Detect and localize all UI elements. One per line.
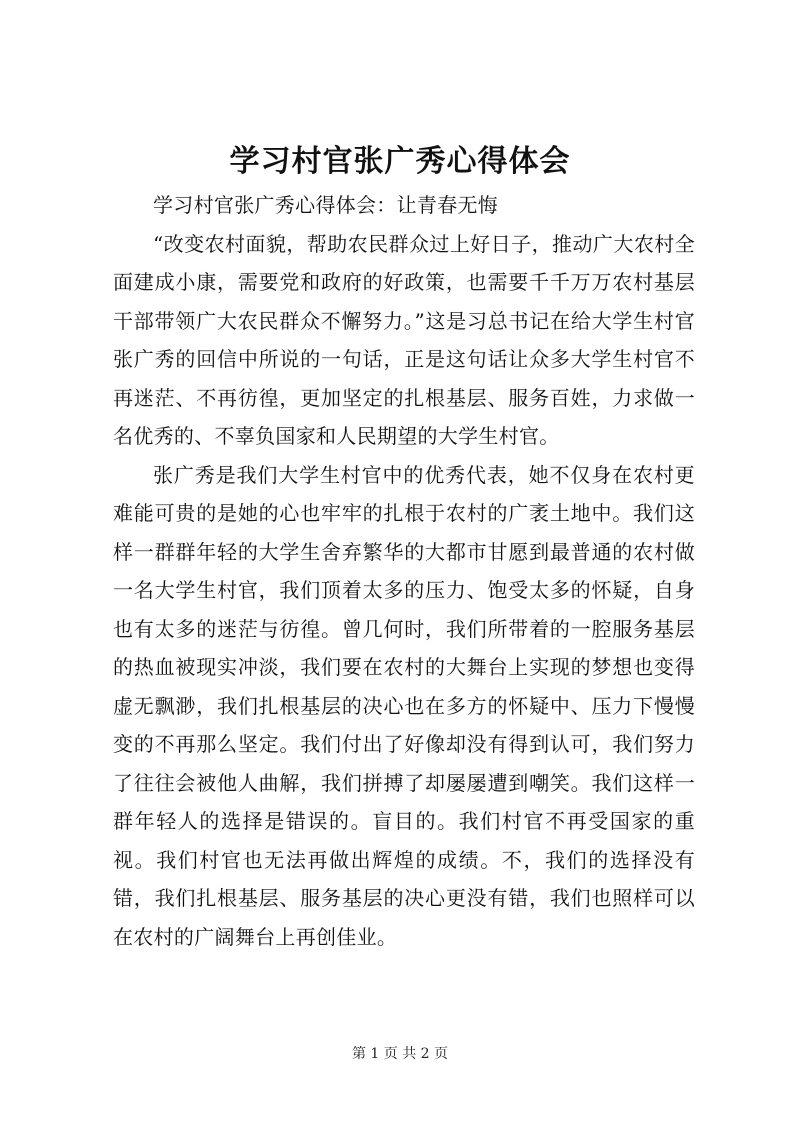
body-paragraph-1: “改变农村面貌，帮助农民群众过上好日子，推动广大农村全面建成小康，需要党和政府的好政策，也需要千千万万农村基层干部带领广大农民群众不懈努力。”这是习总书记在给大学生村官张广秀的回信中所说的一句话，正是这句话让众多大学生村官不再迷茫、不再彷徨，更加坚定的扎根基层、服务百姓，力求做一名优秀的、不辜负国家和人民期望的大学生村官。 <box>113 231 695 448</box>
subtitle-paragraph: 学习村官张广秀心得体会：让青春无悔 <box>153 193 499 217</box>
document-body <box>113 186 695 956</box>
body-paragraph-2: 张广秀是我们大学生村官中的优秀代表，她不仅身在农村更难能可贵的是她的心也牢牢的扎根于农村的广袤土地中。我们这样一群群年轻的大学生舍弃繁华的大都市甘愿到最普通的农村做一名大学生村官，我们顶着太多的压力、饱受太多的怀疑，自身也有太多的迷茫与彷徨。曾几何时，我们所带着的一腔服务基层的热血被现实冲淡，我们要在农村的大舞台上实现的梦想也变得虚无飘渺，我们扎根基层的决心也在多方的怀疑中、压力下慢慢变的不再那么坚定。我们付出了好像却没有得到认可，我们努力了往往会被他人曲解，我们拼搏了却屡屡遭到嘲笑。我们这样一群年轻人的选择是错误的。盲目的。我们村官不再受国家的重视。我们村官也无法再做出辉煌的成绩。不，我们的选择没有错，我们扎根基层、服务基层的决心更没有错，我们也照样可以在农村的广阔舞台上再创佳业。 <box>113 462 695 949</box>
document-title: 学习村官张广秀心得体会 <box>229 144 571 179</box>
page-footer: 第 1 页 共 2 页 <box>351 1046 449 1062</box>
